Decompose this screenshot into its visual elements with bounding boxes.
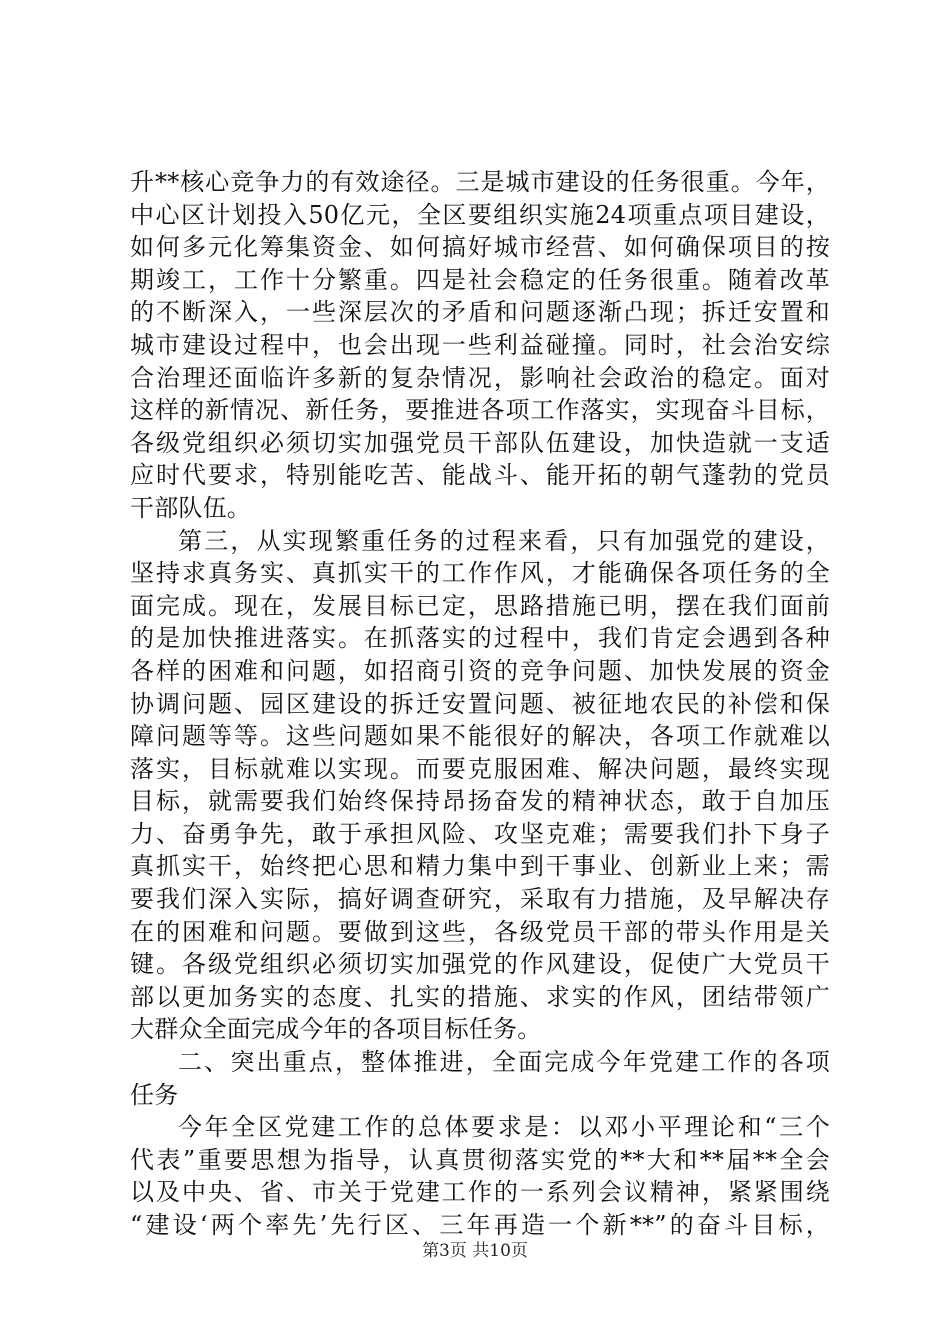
text-line: 期竣工，工作十分繁重。四是社会稳定的任务很重。随着改革 bbox=[130, 265, 830, 294]
text-line: 落实，目标就难以实现。而要克服困难、解决问题，最终实现 bbox=[130, 754, 830, 783]
text-line: 面完成。现在，发展目标已定，思路措施已明，摆在我们面前 bbox=[130, 591, 830, 620]
body-text bbox=[130, 166, 830, 1242]
text-line: 坚持求真务实、真抓实干的工作作风，才能确保各项任务的全 bbox=[130, 559, 830, 588]
text-line: 干部队伍。 bbox=[130, 493, 251, 522]
text-line: 的是加快推进落实。在抓落实的过程中，我们肯定会遇到各种 bbox=[130, 624, 830, 653]
text-line: 这样的新情况、新任务，要推进各项工作落实，实现奋斗目标， bbox=[130, 396, 830, 425]
text-line: 真抓实干，始终把心思和精力集中到干事业、创新业上来；需 bbox=[130, 852, 830, 881]
text-line: 协调问题、园区建设的拆迁安置问题、被征地农民的补偿和保 bbox=[130, 689, 830, 718]
paragraph-first-line: 今年全区党建工作的总体要求是：以邓小平理论和“三个 bbox=[178, 1113, 830, 1142]
text-line: 合治理还面临许多新的复杂情况，影响社会政治的稳定。面对 bbox=[130, 363, 830, 392]
text-line: 在的困难和问题。要做到这些，各级党员干部的带头作用是关 bbox=[130, 917, 830, 946]
text-line: 应时代要求，特别能吃苦、能战斗、能开拓的朝气蓬勃的党员 bbox=[130, 461, 830, 490]
text-line: 各样的困难和问题，如招商引资的竞争问题、加快发展的资金 bbox=[130, 656, 830, 685]
text-line: 城市建设过程中，也会出现一些利益碰撞。同时，社会治安综 bbox=[130, 330, 830, 359]
section-heading-line: 任务 bbox=[130, 1080, 179, 1109]
text-line: 如何多元化筹集资金、如何搞好城市经营、如何确保项目的按 bbox=[130, 233, 830, 262]
text-line: 代表”重要思想为指导，认真贯彻落实党的**大和**届**全会 bbox=[130, 1145, 830, 1174]
text-line: 的不断深入，一些深层次的矛盾和问题逐渐凸现；拆迁安置和 bbox=[130, 298, 830, 327]
text-line: 力、奋勇争先，敢于承担风险、攻坚克难；需要我们扑下身子 bbox=[130, 819, 830, 848]
paragraph-first-line: 第三，从实现繁重任务的过程来看，只有加强党的建设， bbox=[178, 526, 830, 555]
text-line: 要我们深入实际，搞好调查研究，采取有力措施，及早解决存 bbox=[130, 885, 830, 914]
text-line: 障问题等等。这些问题如果不能很好的解决，各项工作就难以 bbox=[130, 722, 830, 751]
text-line: 各级党组织必须切实加强党员干部队伍建设，加快造就一支适 bbox=[130, 428, 830, 457]
text-line: 部以更加务实的态度、扎实的措施、求实的作风，团结带领广 bbox=[130, 982, 830, 1011]
text-line: 目标，就需要我们始终保持昂扬奋发的精神状态，敢于自加压 bbox=[130, 787, 830, 816]
text-line: 键。各级党组织必须切实加强党的作风建设，促使广大党员干 bbox=[130, 950, 830, 979]
text-line: 升**核心竞争力的有效途径。三是城市建设的任务很重。今年， bbox=[130, 168, 830, 196]
section-heading-line: 二、突出重点，整体推进，全面完成今年党建工作的各项 bbox=[178, 1048, 830, 1077]
text-line: 中心区计划投入50亿元，全区要组织实施24项重点项目建设， bbox=[130, 200, 830, 229]
text-line: 大群众全面完成今年的各项目标任务。 bbox=[130, 1015, 542, 1044]
page-footer: 第3页 共10页 bbox=[422, 1241, 528, 1261]
text-line: 以及中央、省、市关于党建工作的一系列会议精神，紧紧围绕 bbox=[130, 1178, 830, 1207]
text-line: “建设‘两个率先’先行区、三年再造一个新**”的奋斗目标， bbox=[130, 1211, 830, 1239]
